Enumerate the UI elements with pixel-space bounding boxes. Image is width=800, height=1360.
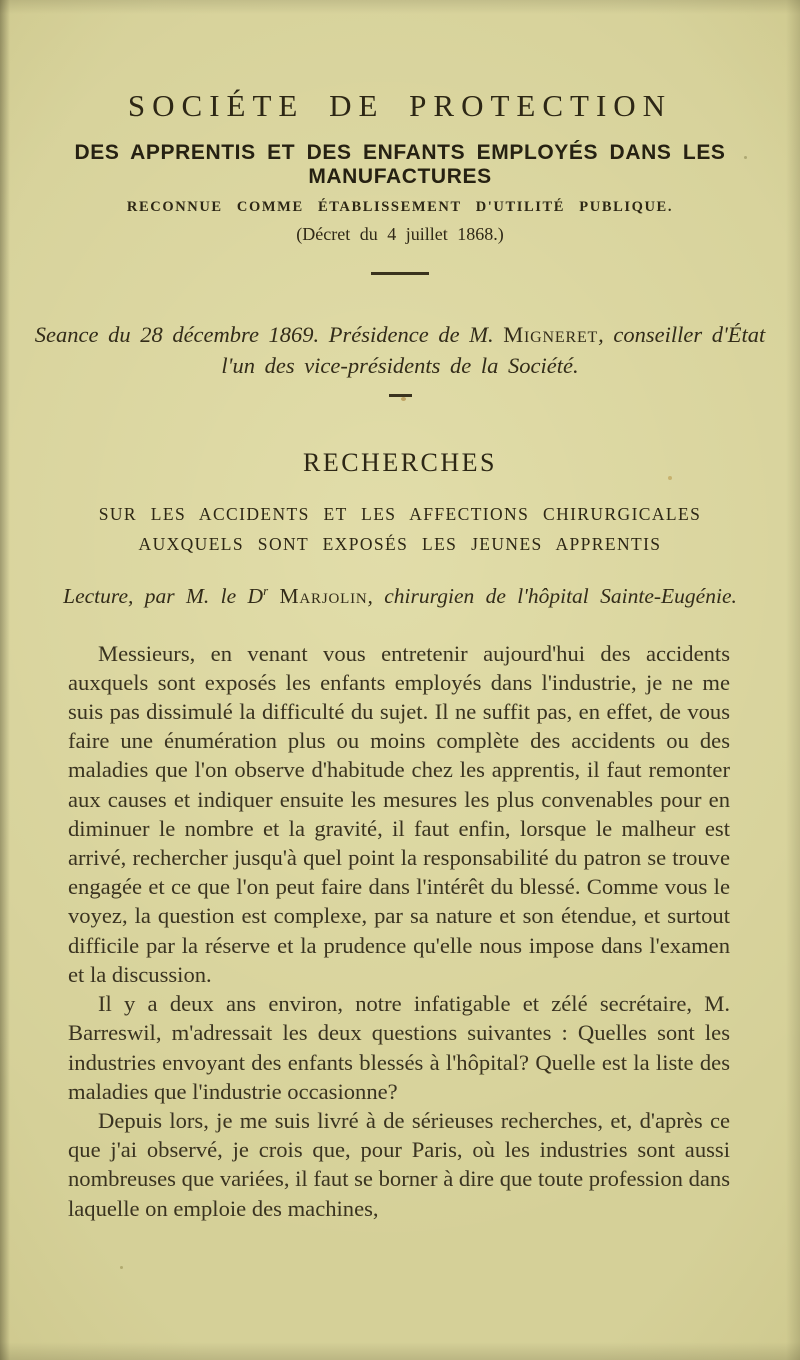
- president-name: Migneret: [503, 321, 599, 347]
- paper-speck: [668, 476, 672, 480]
- recognition-line: RECONNUE COMME ÉTABLISSEMENT D'UTILITÉ PUBLIQUE.: [126, 199, 674, 215]
- paragraph-1: Messieurs, en venant vous entretenir aujourd'hui des accidents auxquels sont exposés les enfants employés dans l'industrie, je ne me suis pas dissimulé la difficulté du sujet. Il ne suffit pas, en effet, de vous faire une énumération plus ou moins complète des accidents ou des maladies que l'on observe d'habitude chez les apprentis, il faut remonter aux causes et indiquer ensuite les mesures les plus convenables pour en diminuer le nombre et la gravité, il faut enfin, lorsque le malheur est arrivé, rechercher jusqu'à quel point la responsabilité du patron se trouve engagée et ce que l'on peut faire dans l'intérêt du blessé. Comme vous le voyez, la question est complexe, par sa nature et son étendue, et surtout difficile par la réserve et la prudence qu'elle nous impose dans l'examen et la discussion.: [68, 640, 730, 987]
- paragraph-3: Depuis lors, je me suis livré à de sérieuses recherches, et, d'après ce que j'ai observé, je crois que, pour Paris, où les industries sont aussi nombreuses que variées, il faut se borner à dire que toute profession dans laquelle on emploie des machines,: [68, 1107, 730, 1221]
- session-line2: l'un des vice-présidents de la Société.: [221, 352, 579, 378]
- section-divider-rule: [371, 272, 429, 275]
- paper-speck: [744, 156, 747, 159]
- article-heading: RECHERCHES: [302, 447, 498, 477]
- page-title: SOCIÉTE DE PROTECTION: [127, 88, 673, 123]
- session-line: [30, 319, 770, 381]
- paper-speck: [120, 1266, 123, 1269]
- paper-speck: [401, 397, 406, 401]
- session-text-pre: Seance du 28 décembre 1869. Présidence de M.: [34, 321, 504, 347]
- byline-text-post: , chirurgien de l'hôpital Sainte-Eugénie.: [367, 583, 737, 608]
- session-divider-dash: [389, 394, 412, 397]
- article-subheading-line1: SUR LES ACCIDENTS ET LES AFFECTIONS CHIRURGICALES: [98, 503, 702, 524]
- page-subtitle: DES APPRENTIS ET DES ENFANTS EMPLOYÉS DANS LES MANUFACTURES: [74, 141, 726, 188]
- paragraph-2: Il y a deux ans environ, notre infatigable et zélé secrétaire, M. Barreswil, m'adressait les deux questions suivantes : Quelles sont les industries envoyant des enfants blessés à l'hôpital? Quelle est la liste des maladies que l'industrie occasionne?: [68, 991, 730, 1104]
- decree-line: (Décret du 4 juillet 1868.): [296, 224, 504, 244]
- article-subheading-line2: AUXQUELS SONT EXPOSÉS LES JEUNES APPRENTIS: [138, 533, 662, 554]
- byline-superscript: r: [263, 583, 269, 598]
- article-subheading: [0, 499, 800, 559]
- byline: [10, 584, 790, 609]
- byline-text-pre: Lecture, par M. le D: [63, 583, 264, 608]
- article-body: [68, 639, 730, 1223]
- session-text-post: , conseiller d'État: [598, 321, 766, 347]
- author-name: Marjolin: [279, 583, 368, 608]
